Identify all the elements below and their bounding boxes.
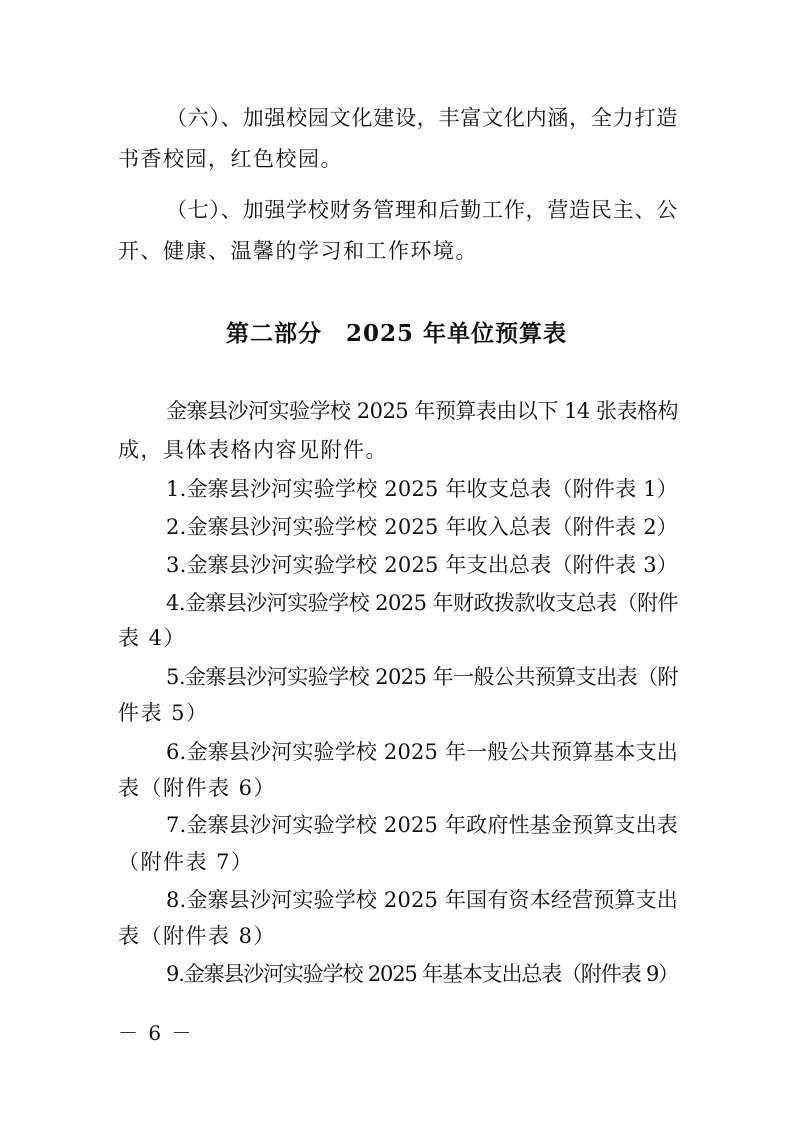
paragraph-7-text-1: （七）、加强学校财务管理和后勤工作，营造民主、公 [166, 198, 678, 222]
list-item-5-text-1: 5.金寨县沙河实验学校 2025 年一般公共预算支出表（附 [166, 665, 679, 689]
list-item-4-text-1: 4.金寨县沙河实验学校 2025 年财政拨款收支总表（附件 [166, 591, 679, 615]
list-item-3-text: 3.金寨县沙河实验学校 2025 年支出总表（附件表 3） [166, 553, 678, 577]
list-item-9-text: 9.金寨县沙河实验学校 2025 年基本支出总表（附件表 9） [166, 962, 678, 986]
list-item-6-text-2: 表（附件表 6） [118, 776, 277, 800]
list-item-7-text-2: （附件表 7） [118, 850, 254, 874]
intro-text-2: 成，具体表格内容见附件。 [118, 438, 388, 462]
list-item-8-text-2: 表（附件表 8） [118, 924, 277, 948]
intro-text-1: 金寨县沙河实验学校 2025 年预算表由以下 14 张表格构 [166, 399, 678, 423]
list-item-8-text-1: 8.金寨县沙河实验学校 2025 年国有资本经营预算支出 [166, 888, 678, 912]
section-heading: 第二部分 2025 年单位预算表 [225, 320, 568, 347]
list-item-5-text-2: 件表 5） [118, 701, 209, 725]
list-item-1-text: 1.金寨县沙河实验学校 2025 年收支总表（附件表 1） [166, 477, 678, 501]
paragraph-6-text-2: 书香校园，红色校园。 [118, 147, 343, 171]
list-item-6-text-1: 6.金寨县沙河实验学校 2025 年一般公共预算基本支出 [166, 740, 678, 764]
page-number: － 6 － [118, 1021, 194, 1045]
list-item-2-text: 2.金寨县沙河实验学校 2025 年收入总表（附件表 2） [166, 515, 678, 539]
list-item-4-text-2: 表 4） [118, 626, 187, 650]
list-item-7-text-1: 7.金寨县沙河实验学校 2025 年政府性基金预算支出表 [166, 813, 678, 837]
paragraph-7-text-2: 开、健康、温馨的学习和工作环境。 [118, 239, 478, 263]
paragraph-6-text-1: （六）、加强校园文化建设，丰富文化内涵，全力打造 [166, 106, 678, 130]
